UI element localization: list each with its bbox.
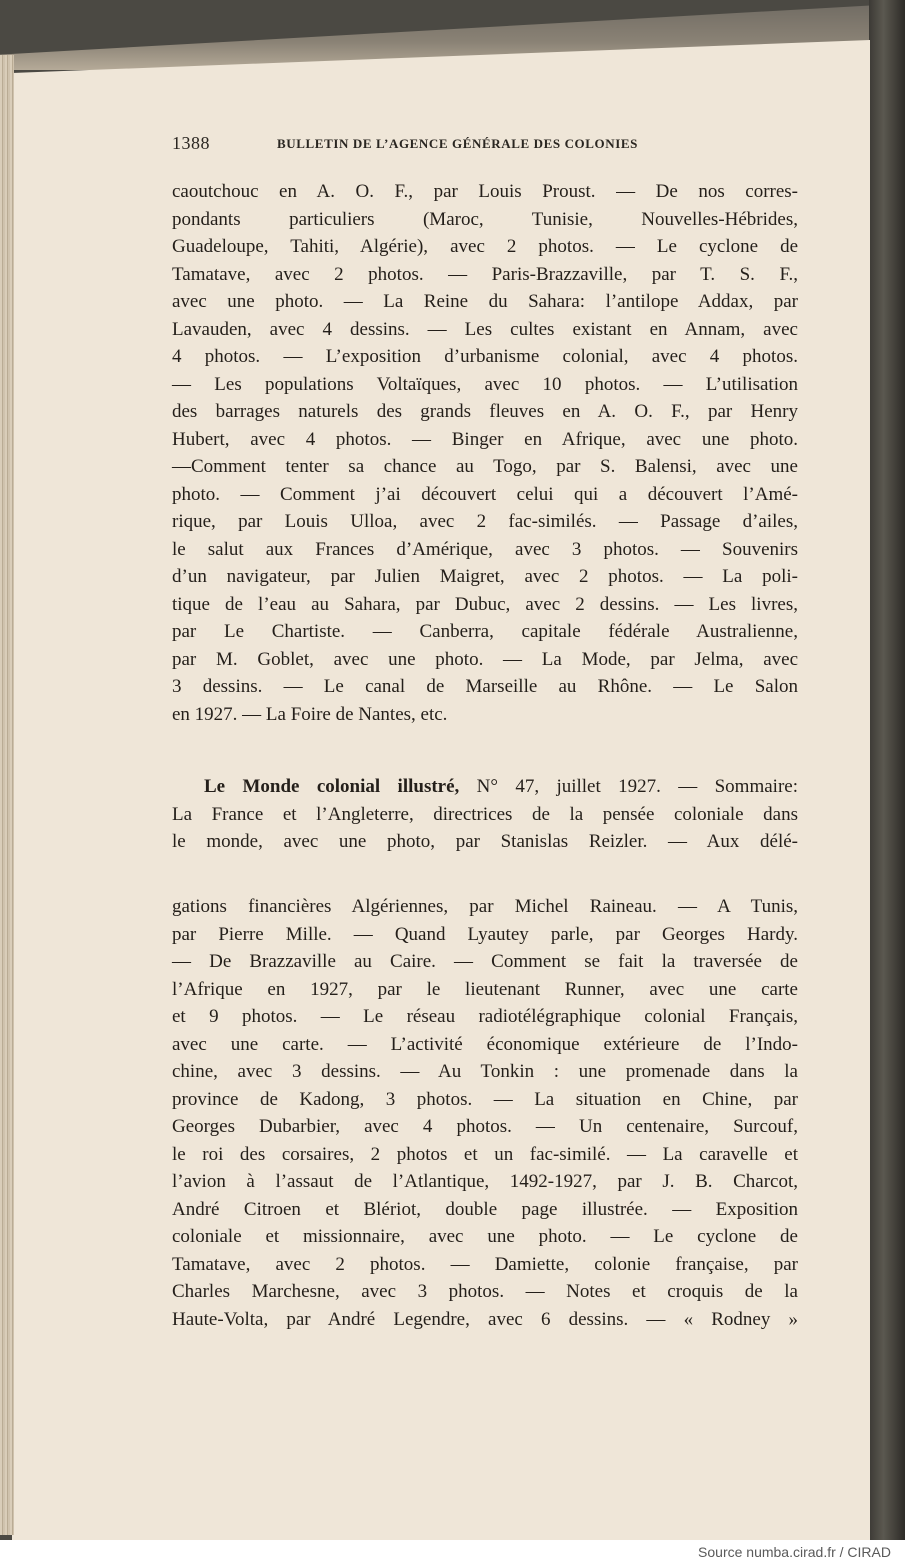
text-line: d’un navigateur, par Julien Maigret, avec 2 photos. — La poli- xyxy=(172,566,798,587)
text-line: avec une carte. — L’activité économique extérieure de l’Indo- xyxy=(172,1033,798,1055)
text-line xyxy=(172,773,798,801)
text-line: et 9 photos. — Le réseau radiotélégraphique colonial Français, xyxy=(172,1006,798,1027)
text-line: le monde, avec une photo, par Stanislas Reizler. — Aux délé- xyxy=(172,831,798,852)
text-block-monde-colonial xyxy=(172,773,798,856)
text-line: Haute-Volta, par André Legendre, avec 6 dessins. — « Rodney » xyxy=(172,1308,798,1330)
text-line: Charles Marchesne, avec 3 photos. — Notes et croquis de la xyxy=(172,1281,798,1302)
text-line: l’avion à l’assaut de l’Atlantique, 1492-1927, par J. B. Charcot, xyxy=(172,1171,798,1192)
text-line: rique, par Louis Ulloa, avec 2 fac-similés. — Passage d’ailes, xyxy=(172,511,798,532)
text-line: Tamatave, avec 2 photos. — Damiette, colonie française, par xyxy=(172,1253,798,1275)
text-line: — De Brazzaville au Caire. — Comment se fait la traversée de xyxy=(172,951,798,972)
text-line: 3 dessins. — Le canal de Marseille au Rhône. — Le Salon xyxy=(172,676,798,697)
text-line: tique de l’eau au Sahara, par Dubuc, avec 2 dessins. — Les livres, xyxy=(172,593,798,615)
text-line: par Pierre Mille. — Quand Lyautey parle, par Georges Hardy. xyxy=(172,923,798,945)
text-line: — Les populations Voltaïques, avec 10 photos. — L’utilisation xyxy=(172,373,798,395)
text-line: pondants particuliers (Maroc, Tunisie, Nouvelles-Hébrides, xyxy=(172,208,798,230)
text-line: gations financières Algériennes, par Michel Raineau. — A Tunis, xyxy=(172,896,798,917)
page-stack-edge xyxy=(0,55,14,1535)
page-number: 1388 xyxy=(172,133,210,153)
publication-title: Le Monde colonial illustré, xyxy=(204,776,460,797)
text-line: coloniale et missionnaire, avec une photo. — Le cyclone de xyxy=(172,1226,798,1247)
text-line: Guadeloupe, Tahiti, Algérie), avec 2 photos. — Le cyclone de xyxy=(172,236,798,257)
text-block-continuation xyxy=(172,178,798,728)
text-line: caoutchouc en A. O. F., par Louis Proust. — De nos corres- xyxy=(172,181,798,202)
text-line: Georges Dubarbier, avec 4 photos. — Un centenaire, Surcouf, xyxy=(172,1116,798,1137)
text-block-sommaire xyxy=(172,893,798,1333)
page-header xyxy=(172,133,782,154)
text-line: par Le Chartiste. — Canberra, capitale fédérale Australienne, xyxy=(172,621,798,642)
text-line: Lavauden, avec 4 dessins. — Les cultes existant en Annam, avec xyxy=(172,318,798,340)
text-line: La France et l’Angleterre, directrices de la pensée coloniale dans xyxy=(172,803,798,825)
text-line: l’Afrique en 1927, par le lieutenant Runner, avec une carte xyxy=(172,978,798,1000)
text-line: le roi des corsaires, 2 photos et un fac-similé. — La caravelle et xyxy=(172,1143,798,1165)
text-line: André Citroen et Blériot, double page illustrée. — Exposition xyxy=(172,1198,798,1220)
text-line: 4 photos. — L’exposition d’urbanisme colonial, avec 4 photos. xyxy=(172,346,798,367)
publication-issue: N° 47, juillet 1927. — Sommaire: xyxy=(459,776,798,797)
text-line: avec une photo. — La Reine du Sahara: l’antilope Addax, par xyxy=(172,291,798,312)
book-binding-edge xyxy=(869,0,905,1540)
text-line: des barrages naturels des grands fleuves en A. O. F., par Henry xyxy=(172,401,798,422)
text-line: par M. Goblet, avec une photo. — La Mode, par Jelma, avec xyxy=(172,648,798,670)
text-line: province de Kadong, 3 photos. — La situation en Chine, par xyxy=(172,1088,798,1110)
text-line: le salut aux Frances d’Amérique, avec 3 photos. — Souvenirs xyxy=(172,538,798,560)
text-line: en 1927. — La Foire de Nantes, etc. xyxy=(172,703,448,725)
text-line: —Comment tenter sa chance au Togo, par S. Balensi, avec une xyxy=(172,456,798,477)
text-line: photo. — Comment j’ai découvert celui qui a découvert l’Amé- xyxy=(172,483,798,505)
text-line: chine, avec 3 dessins. — Au Tonkin : une promenade dans la xyxy=(172,1061,798,1082)
running-head: BULLETIN DE L’AGENCE GÉNÉRALE DES COLONIES xyxy=(277,136,639,151)
source-credit: Source numba.cirad.fr / CIRAD xyxy=(698,1544,891,1560)
text-line: Tamatave, avec 2 photos. — Paris-Brazzaville, par T. S. F., xyxy=(172,263,798,285)
text-line: Hubert, avec 4 photos. — Binger en Afrique, avec une photo. xyxy=(172,428,798,450)
